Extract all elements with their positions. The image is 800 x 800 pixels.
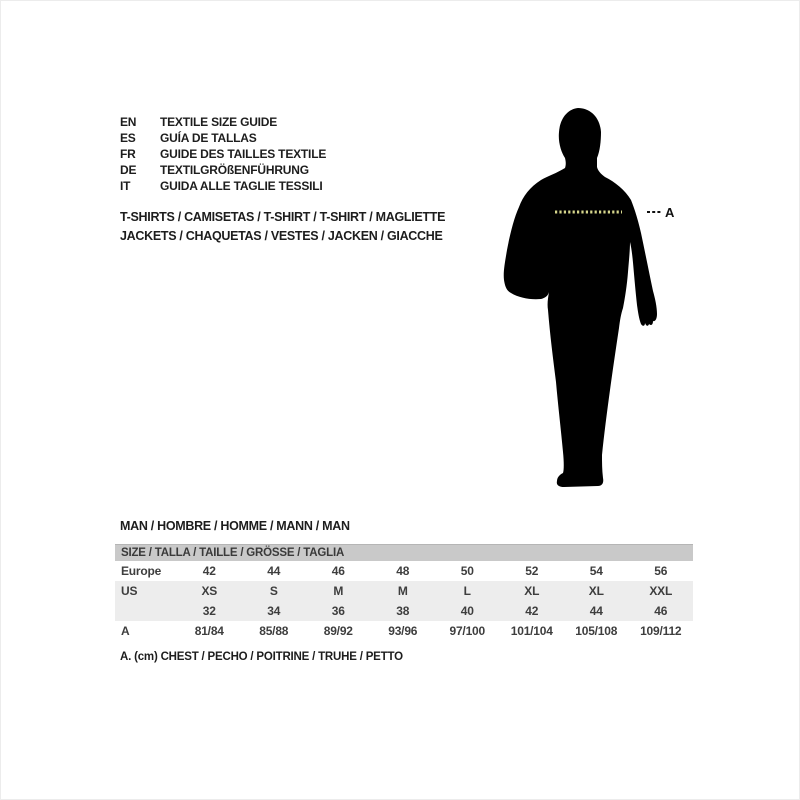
table-row-us-letters <box>115 581 693 601</box>
table-cell: XL <box>524 584 540 598</box>
table-cell: 44 <box>589 604 603 618</box>
section-title-man: MAN / HOMBRE / HOMME / MANN / MAN <box>120 519 350 533</box>
size-table-header <box>115 544 693 561</box>
table-cell: M <box>397 584 408 598</box>
size-table <box>115 544 693 641</box>
table-cell: 38 <box>396 604 410 618</box>
language-title: GUÍA DE TALLAS <box>160 131 257 145</box>
man-silhouette-figure <box>497 100 697 500</box>
table-cell: 97/100 <box>449 624 485 638</box>
table-cell: 89/92 <box>323 624 353 638</box>
table-cell: XS <box>201 584 218 598</box>
table-cell: 36 <box>331 604 345 618</box>
table-cell: 48 <box>396 564 410 578</box>
list-item <box>120 178 326 194</box>
table-cell: 105/108 <box>575 624 618 638</box>
language-code: ES <box>120 131 136 145</box>
language-guide-list <box>120 114 326 194</box>
list-item <box>120 130 326 146</box>
table-cell: 93/96 <box>388 624 418 638</box>
garment-category <box>120 208 445 246</box>
language-title: GUIDA ALLE TAGLIE TESSILI <box>160 179 323 193</box>
table-row-chest <box>115 621 693 641</box>
table-cell: 42 <box>525 604 539 618</box>
language-code: IT <box>120 179 131 193</box>
language-title: TEXTILGRÖßENFÜHRUNG <box>160 163 309 177</box>
row-label: Europe <box>121 564 162 578</box>
row-label: US <box>121 584 138 598</box>
table-cell: XXL <box>649 584 673 598</box>
language-code: EN <box>120 115 137 129</box>
table-cell: 46 <box>331 564 345 578</box>
language-title: GUIDE DES TAILLES TEXTILE <box>160 147 327 161</box>
table-cell: 54 <box>589 564 603 578</box>
table-cell: 40 <box>460 604 474 618</box>
table-row-europe <box>115 561 693 581</box>
language-code: DE <box>120 163 137 177</box>
row-label: A <box>121 624 130 638</box>
list-item <box>120 146 326 162</box>
category-line-jackets: JACKETS / CHAQUETAS / VESTES / JACKEN / GIACCHE <box>120 229 443 243</box>
table-cell: 34 <box>267 604 281 618</box>
table-cell: 101/104 <box>510 624 553 638</box>
table-cell: 85/88 <box>259 624 289 638</box>
table-cell: 56 <box>654 564 668 578</box>
table-cell: 44 <box>267 564 281 578</box>
list-item <box>120 162 326 178</box>
table-cell: 52 <box>525 564 539 578</box>
category-line-tshirts: T-SHIRTS / CAMISETAS / T-SHIRT / T-SHIRT / MAGLIETTE <box>120 210 446 224</box>
table-cell: 81/84 <box>194 624 224 638</box>
silhouette-svg <box>497 100 697 500</box>
table-cell: 109/112 <box>640 624 682 638</box>
table-cell: 46 <box>654 604 668 618</box>
table-cell: 42 <box>202 564 216 578</box>
measurement-footnote: A. (cm) CHEST / PECHO / POITRINE / TRUHE / PETTO <box>120 651 403 663</box>
language-title: TEXTILE SIZE GUIDE <box>160 115 278 129</box>
size-table-header-label: SIZE / TALLA / TAILLE / GRÖSSE / TAGLIA <box>121 547 345 559</box>
table-cell: L <box>463 584 471 598</box>
measure-label-a: A <box>665 205 675 220</box>
list-item <box>120 114 326 130</box>
table-cell: XL <box>588 584 604 598</box>
table-cell: 32 <box>202 604 216 618</box>
table-cell: S <box>269 584 278 598</box>
table-row-us-numeric <box>115 601 693 621</box>
language-code: FR <box>120 147 136 161</box>
table-cell: 50 <box>460 564 474 578</box>
table-cell: M <box>333 584 344 598</box>
man-silhouette <box>504 108 657 487</box>
